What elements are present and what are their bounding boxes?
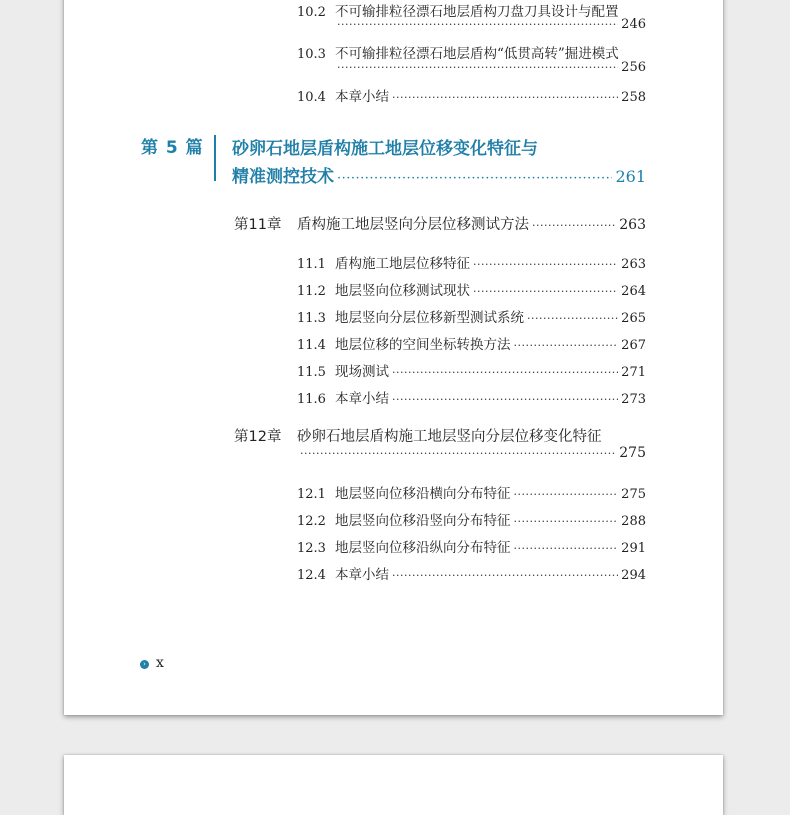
dot-leader xyxy=(532,219,616,232)
page-number: 267 xyxy=(621,338,646,353)
dot-leader xyxy=(514,515,619,528)
page-number: 263 xyxy=(619,217,646,233)
toc-item-11-2[interactable] xyxy=(297,279,646,299)
dot-leader xyxy=(337,61,618,74)
toc-item-11-4[interactable] xyxy=(297,333,646,353)
page-number: 275 xyxy=(621,487,646,502)
page-number: 265 xyxy=(621,311,646,326)
chapter-title: 盾构施工地层竖向分层位移测试方法 xyxy=(297,217,529,233)
page-number: 264 xyxy=(621,284,646,299)
section-number: 11.5 xyxy=(297,365,326,380)
section-number: 10.3 xyxy=(297,47,326,62)
section-title: 地层竖向位移测试现状 xyxy=(335,283,470,299)
next-page xyxy=(64,755,723,815)
chapter-11-entry[interactable] xyxy=(297,213,646,234)
page-number: 263 xyxy=(621,257,646,272)
dot-leader xyxy=(300,447,616,460)
chapter-12-label: 第12章 xyxy=(234,429,282,445)
section-number: 11.2 xyxy=(297,284,326,299)
chapter-12-leader xyxy=(300,445,646,461)
section-number: 11.6 xyxy=(297,392,326,407)
dot-leader xyxy=(392,366,618,379)
dot-leader xyxy=(337,18,618,31)
section-title: 地层竖向位移沿横向分布特征 xyxy=(335,486,511,502)
chapter-12-entry[interactable] xyxy=(297,425,646,446)
section-title: 盾构施工地层位移特征 xyxy=(335,256,470,272)
page-marker-icon: › xyxy=(140,660,149,669)
part-page-number: 261 xyxy=(615,167,646,186)
section-title: 地层竖向位移沿竖向分布特征 xyxy=(335,513,511,529)
section-number: 11.4 xyxy=(297,338,326,353)
part-title-line2: 精准测控技术 xyxy=(232,167,334,187)
page-number: 256 xyxy=(621,60,646,75)
toc-page xyxy=(64,0,723,715)
section-title: 本章小结 xyxy=(335,567,389,583)
page-number: 258 xyxy=(621,90,646,105)
toc-item-10-2-leader xyxy=(337,17,646,32)
dot-leader xyxy=(527,312,618,325)
toc-item-12-1[interactable] xyxy=(297,482,646,502)
toc-item-12-2[interactable] xyxy=(297,509,646,529)
page-number: 273 xyxy=(621,392,646,407)
page-number: 291 xyxy=(621,541,646,556)
section-title: 本章小结 xyxy=(335,89,389,105)
page-number: 288 xyxy=(621,514,646,529)
section-number: 11.3 xyxy=(297,311,326,326)
section-number: 12.4 xyxy=(297,568,326,583)
chapter-11-label: 第11章 xyxy=(234,217,282,233)
dot-leader xyxy=(514,339,619,352)
section-title: 不可输排粒径漂石地层盾构刀盘刀具设计与配置 xyxy=(335,4,619,20)
page-number: 275 xyxy=(619,445,646,461)
toc-item-11-6[interactable] xyxy=(297,387,646,407)
toc-item-10-3[interactable] xyxy=(297,42,646,62)
section-number: 10.4 xyxy=(297,90,326,105)
part-divider xyxy=(214,135,216,181)
dot-leader xyxy=(337,171,612,186)
toc-item-11-1[interactable] xyxy=(297,252,646,272)
dot-leader xyxy=(473,258,618,271)
part-title-line1[interactable]: 砂卵石地层盾构施工地层位移变化特征与 xyxy=(232,139,538,159)
section-number: 12.3 xyxy=(297,541,326,556)
dot-leader xyxy=(514,542,619,555)
dot-leader xyxy=(392,393,618,406)
section-number: 11.1 xyxy=(297,257,326,272)
section-number: 12.2 xyxy=(297,514,326,529)
section-title: 现场测试 xyxy=(335,364,389,380)
section-number: 12.1 xyxy=(297,487,326,502)
toc-item-11-5[interactable] xyxy=(297,360,646,380)
chapter-title: 砂卵石地层盾构施工地层竖向分层位移变化特征 xyxy=(297,429,602,445)
dot-leader xyxy=(392,569,618,582)
dot-leader xyxy=(473,285,618,298)
toc-item-10-4[interactable] xyxy=(297,85,646,105)
dot-leader xyxy=(392,91,618,104)
page-number: 246 xyxy=(621,17,646,32)
section-title: 本章小结 xyxy=(335,391,389,407)
dot-leader xyxy=(514,488,619,501)
section-title: 不可输排粒径漂石地层盾构“低贯高转”掘进模式 xyxy=(335,46,619,62)
part-title-line2-row[interactable] xyxy=(232,162,646,187)
toc-item-11-3[interactable] xyxy=(297,306,646,326)
part-label: 第 5 篇 xyxy=(141,138,204,158)
toc-item-10-3-leader xyxy=(337,60,646,75)
section-title: 地层位移的空间坐标转换方法 xyxy=(335,337,511,353)
toc-item-12-4[interactable] xyxy=(297,563,646,583)
footer-page-number: x xyxy=(156,655,164,671)
page-number: 294 xyxy=(621,568,646,583)
section-title: 地层竖向分层位移新型测试系统 xyxy=(335,310,524,326)
section-title: 地层竖向位移沿纵向分布特征 xyxy=(335,540,511,556)
section-number: 10.2 xyxy=(297,5,326,20)
page-number: 271 xyxy=(621,365,646,380)
toc-item-12-3[interactable] xyxy=(297,536,646,556)
